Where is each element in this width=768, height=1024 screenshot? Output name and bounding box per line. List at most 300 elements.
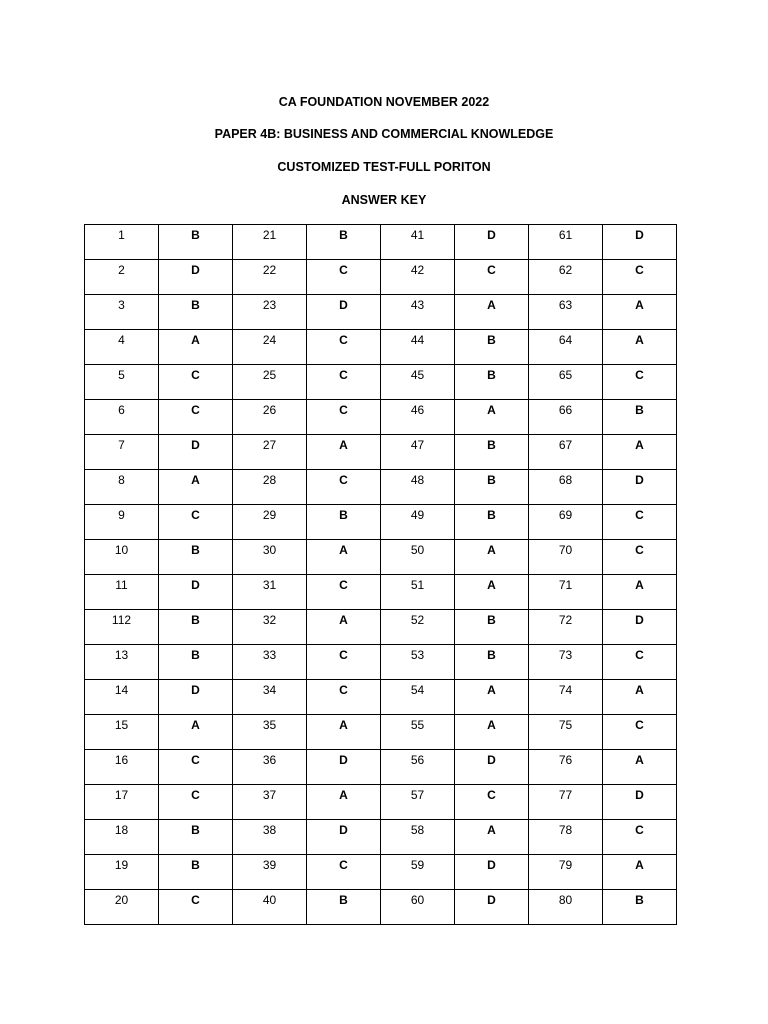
answer-letter: B — [487, 368, 496, 382]
question-number-cell — [85, 855, 159, 890]
answer-cell — [307, 575, 381, 610]
answer-cell — [159, 680, 233, 715]
paper-title: PAPER 4B: BUSINESS AND COMMERCIAL KNOWLEDGE — [214, 127, 554, 141]
answer-cell — [455, 435, 529, 470]
answer-letter: C — [339, 263, 348, 277]
answer-cell — [159, 820, 233, 855]
question-number: 53 — [410, 648, 425, 662]
answer-letter: B — [191, 648, 200, 662]
question-number: 71 — [558, 578, 573, 592]
answer-letter: C — [487, 788, 496, 802]
question-number: 2 — [118, 263, 125, 277]
question-number-cell — [85, 330, 159, 365]
answer-cell — [307, 330, 381, 365]
answer-letter: C — [191, 508, 200, 522]
answer-letter: A — [487, 403, 496, 417]
question-number-cell — [381, 855, 455, 890]
table-row — [85, 540, 677, 575]
question-number: 40 — [262, 893, 277, 907]
question-number-cell — [529, 785, 603, 820]
answer-cell — [455, 645, 529, 680]
question-number-cell — [529, 890, 603, 925]
answer-cell — [603, 610, 677, 645]
answer-letter: A — [487, 298, 496, 312]
answer-cell — [603, 680, 677, 715]
answer-letter: C — [191, 753, 200, 767]
answer-letter: D — [339, 753, 348, 767]
answer-cell — [307, 225, 381, 260]
question-number-cell — [381, 260, 455, 295]
question-number: 30 — [262, 543, 277, 557]
question-number-cell — [233, 890, 307, 925]
answer-letter: C — [191, 893, 200, 907]
answer-cell — [603, 820, 677, 855]
question-number-cell — [529, 330, 603, 365]
question-number: 6 — [118, 403, 125, 417]
answer-letter: A — [339, 788, 348, 802]
answer-letter: A — [487, 543, 496, 557]
table-row — [85, 365, 677, 400]
answer-letter: A — [635, 298, 644, 312]
question-number-cell — [85, 225, 159, 260]
answer-cell — [455, 680, 529, 715]
answer-letter: C — [635, 508, 644, 522]
question-number-cell — [381, 715, 455, 750]
question-number-cell — [529, 365, 603, 400]
question-number-cell — [233, 435, 307, 470]
answer-cell — [159, 645, 233, 680]
answer-letter: B — [487, 333, 496, 347]
answer-cell — [307, 365, 381, 400]
answer-letter: A — [635, 858, 644, 872]
question-number: 80 — [558, 893, 573, 907]
answer-cell — [455, 470, 529, 505]
question-number: 15 — [114, 718, 129, 732]
question-number-cell — [381, 785, 455, 820]
answer-letter: B — [487, 508, 496, 522]
question-number: 73 — [558, 648, 573, 662]
table-row — [85, 750, 677, 785]
answer-cell — [307, 855, 381, 890]
question-number-cell — [529, 820, 603, 855]
question-number: 46 — [410, 403, 425, 417]
answer-cell — [603, 365, 677, 400]
answer-letter: C — [339, 403, 348, 417]
question-number-cell — [85, 365, 159, 400]
answer-letter: A — [191, 333, 200, 347]
question-number: 1 — [118, 228, 125, 242]
answer-letter: A — [339, 718, 348, 732]
answer-letter: D — [339, 298, 348, 312]
question-number: 69 — [558, 508, 573, 522]
question-number-cell — [233, 855, 307, 890]
answer-letter: A — [339, 438, 348, 452]
question-number: 77 — [558, 788, 573, 802]
answer-letter: C — [191, 368, 200, 382]
answer-letter: C — [635, 263, 644, 277]
answer-cell — [307, 750, 381, 785]
question-number: 25 — [262, 368, 277, 382]
question-number: 41 — [410, 228, 425, 242]
answer-letter: D — [191, 263, 200, 277]
question-number: 44 — [410, 333, 425, 347]
question-number-cell — [233, 785, 307, 820]
answer-cell — [159, 260, 233, 295]
table-row — [85, 890, 677, 925]
question-number: 50 — [410, 543, 425, 557]
question-number-cell — [381, 470, 455, 505]
question-number-cell — [381, 610, 455, 645]
question-number: 17 — [114, 788, 129, 802]
question-number: 59 — [410, 858, 425, 872]
question-number: 22 — [262, 263, 277, 277]
answer-cell — [603, 400, 677, 435]
answer-cell — [603, 260, 677, 295]
question-number: 8 — [118, 473, 125, 487]
question-number-cell — [85, 505, 159, 540]
answer-key-body — [85, 225, 677, 925]
question-number-cell — [381, 330, 455, 365]
question-number-cell — [381, 505, 455, 540]
question-number: 4 — [118, 333, 125, 347]
question-number: 7 — [118, 438, 125, 452]
answer-cell — [159, 435, 233, 470]
question-number: 27 — [262, 438, 277, 452]
question-number: 28 — [262, 473, 277, 487]
question-number-cell — [529, 435, 603, 470]
answer-letter: D — [191, 683, 200, 697]
table-row — [85, 680, 677, 715]
answer-letter: B — [191, 543, 200, 557]
table-row — [85, 400, 677, 435]
question-number-cell — [233, 750, 307, 785]
answer-cell — [603, 470, 677, 505]
answer-cell — [455, 715, 529, 750]
answer-cell — [307, 680, 381, 715]
question-number: 10 — [114, 543, 129, 557]
question-number: 75 — [558, 718, 573, 732]
answer-cell — [455, 610, 529, 645]
question-number-cell — [381, 890, 455, 925]
answer-letter: D — [635, 788, 644, 802]
answer-letter: A — [635, 438, 644, 452]
test-title: CUSTOMIZED TEST-FULL PORITON — [277, 160, 491, 174]
question-number: 48 — [410, 473, 425, 487]
question-number-cell — [85, 680, 159, 715]
table-row — [85, 295, 677, 330]
table-row — [85, 435, 677, 470]
question-number-cell — [233, 400, 307, 435]
answer-letter: D — [191, 578, 200, 592]
answer-letter: C — [635, 543, 644, 557]
question-number-cell — [85, 785, 159, 820]
answer-letter: A — [487, 718, 496, 732]
answer-cell — [603, 645, 677, 680]
question-number-cell — [381, 680, 455, 715]
question-number-cell — [233, 540, 307, 575]
answer-letter: C — [339, 578, 348, 592]
question-number-cell — [381, 575, 455, 610]
answer-letter: A — [635, 683, 644, 697]
question-number: 74 — [558, 683, 573, 697]
answer-cell — [603, 330, 677, 365]
answer-cell — [159, 540, 233, 575]
answer-letter: A — [191, 473, 200, 487]
question-number: 20 — [114, 893, 129, 907]
question-number-cell — [529, 260, 603, 295]
question-number-cell — [529, 855, 603, 890]
answer-letter: B — [487, 648, 496, 662]
answer-letter: B — [487, 613, 496, 627]
question-number: 47 — [410, 438, 425, 452]
question-number: 51 — [410, 578, 425, 592]
answer-letter: A — [339, 543, 348, 557]
question-number: 26 — [262, 403, 277, 417]
question-number: 60 — [410, 893, 425, 907]
question-number-cell — [85, 400, 159, 435]
question-number-cell — [529, 295, 603, 330]
answer-letter: D — [191, 438, 200, 452]
answer-letter: B — [339, 893, 348, 907]
answer-letter: A — [635, 578, 644, 592]
question-number-cell — [85, 575, 159, 610]
question-number-cell — [381, 750, 455, 785]
question-number-cell — [233, 505, 307, 540]
question-number: 64 — [558, 333, 573, 347]
question-number: 24 — [262, 333, 277, 347]
table-row — [85, 575, 677, 610]
question-number-cell — [529, 715, 603, 750]
answer-letter: B — [191, 298, 200, 312]
question-number: 45 — [410, 368, 425, 382]
question-number-cell — [529, 610, 603, 645]
table-row — [85, 610, 677, 645]
answer-letter: C — [191, 788, 200, 802]
answer-letter: C — [191, 403, 200, 417]
answer-cell — [455, 750, 529, 785]
question-number-cell — [529, 575, 603, 610]
question-number: 36 — [262, 753, 277, 767]
answer-cell — [159, 330, 233, 365]
question-number-cell — [529, 400, 603, 435]
answer-cell — [307, 715, 381, 750]
question-number: 21 — [262, 228, 277, 242]
question-number-cell — [381, 400, 455, 435]
answer-cell — [159, 715, 233, 750]
question-number-cell — [85, 820, 159, 855]
question-number-cell — [381, 820, 455, 855]
question-number: 55 — [410, 718, 425, 732]
table-row — [85, 260, 677, 295]
question-number-cell — [529, 225, 603, 260]
answer-letter: D — [487, 858, 496, 872]
question-number: 52 — [410, 613, 425, 627]
question-number-cell — [381, 225, 455, 260]
question-number-cell — [233, 330, 307, 365]
answer-cell — [455, 400, 529, 435]
question-number: 56 — [410, 753, 425, 767]
answer-cell — [159, 750, 233, 785]
answer-letter: A — [487, 683, 496, 697]
answer-cell — [159, 610, 233, 645]
question-number: 38 — [262, 823, 277, 837]
answer-cell — [603, 715, 677, 750]
question-number-cell — [529, 645, 603, 680]
answer-letter: C — [635, 368, 644, 382]
table-row — [85, 470, 677, 505]
answer-cell — [159, 295, 233, 330]
question-number: 31 — [262, 578, 277, 592]
question-number-cell — [85, 260, 159, 295]
table-row — [85, 330, 677, 365]
answer-letter: C — [487, 263, 496, 277]
question-number-cell — [233, 715, 307, 750]
answer-cell — [159, 890, 233, 925]
answer-letter: D — [487, 228, 496, 242]
question-number: 62 — [558, 263, 573, 277]
question-number-cell — [233, 470, 307, 505]
answer-letter: C — [339, 473, 348, 487]
answer-letter: B — [191, 613, 200, 627]
question-number-cell — [381, 435, 455, 470]
table-row — [85, 505, 677, 540]
answer-letter: A — [635, 753, 644, 767]
answer-letter: C — [635, 823, 644, 837]
answer-cell — [159, 855, 233, 890]
table-row — [85, 820, 677, 855]
question-number-cell — [529, 505, 603, 540]
question-number: 54 — [410, 683, 425, 697]
answer-letter: A — [487, 823, 496, 837]
answer-cell — [603, 575, 677, 610]
question-number-cell — [233, 295, 307, 330]
answer-cell — [455, 505, 529, 540]
question-number-cell — [85, 890, 159, 925]
question-number-cell — [381, 540, 455, 575]
question-number: 33 — [262, 648, 277, 662]
question-number: 76 — [558, 753, 573, 767]
question-number: 32 — [262, 613, 277, 627]
question-number: 68 — [558, 473, 573, 487]
answer-cell — [159, 470, 233, 505]
question-number: 39 — [262, 858, 277, 872]
answer-cell — [159, 400, 233, 435]
answer-letter: B — [191, 858, 200, 872]
question-number: 78 — [558, 823, 573, 837]
answer-cell — [307, 890, 381, 925]
answer-letter: C — [339, 858, 348, 872]
question-number: 70 — [558, 543, 573, 557]
answer-cell — [307, 785, 381, 820]
answer-key-title: ANSWER KEY — [341, 193, 427, 207]
answer-letter: B — [339, 228, 348, 242]
answer-cell — [603, 435, 677, 470]
question-number-cell — [85, 295, 159, 330]
answer-letter: A — [635, 333, 644, 347]
answer-letter: A — [339, 613, 348, 627]
answer-key-table — [84, 224, 677, 925]
answer-cell — [455, 575, 529, 610]
question-number: 72 — [558, 613, 573, 627]
answer-letter: C — [339, 683, 348, 697]
answer-letter: D — [487, 893, 496, 907]
answer-cell — [159, 575, 233, 610]
question-number-cell — [85, 470, 159, 505]
question-number: 65 — [558, 368, 573, 382]
question-number-cell — [85, 435, 159, 470]
answer-cell — [307, 400, 381, 435]
question-number: 112 — [111, 613, 132, 627]
answer-cell — [455, 365, 529, 400]
question-number: 29 — [262, 508, 277, 522]
answer-cell — [307, 505, 381, 540]
answer-cell — [307, 260, 381, 295]
question-number: 63 — [558, 298, 573, 312]
answer-cell — [455, 540, 529, 575]
question-number-cell — [529, 540, 603, 575]
answer-cell — [307, 295, 381, 330]
answer-cell — [455, 225, 529, 260]
question-number: 79 — [558, 858, 573, 872]
answer-cell — [603, 225, 677, 260]
answer-cell — [603, 785, 677, 820]
question-number: 35 — [262, 718, 277, 732]
answer-letter: B — [191, 228, 200, 242]
answer-letter: B — [191, 823, 200, 837]
question-number-cell — [233, 680, 307, 715]
document-title: CA FOUNDATION NOVEMBER 2022 — [278, 95, 490, 109]
question-number-cell — [85, 610, 159, 645]
question-number-cell — [85, 750, 159, 785]
answer-letter: B — [635, 893, 644, 907]
question-number: 5 — [118, 368, 125, 382]
question-number: 58 — [410, 823, 425, 837]
question-number-cell — [233, 820, 307, 855]
answer-cell — [455, 295, 529, 330]
answer-cell — [455, 820, 529, 855]
answer-cell — [159, 785, 233, 820]
answer-letter: C — [635, 648, 644, 662]
answer-cell — [603, 295, 677, 330]
answer-letter: D — [635, 228, 644, 242]
answer-letter: A — [487, 578, 496, 592]
answer-letter: A — [191, 718, 200, 732]
question-number-cell — [529, 470, 603, 505]
question-number: 14 — [114, 683, 129, 697]
answer-letter: C — [635, 718, 644, 732]
question-number: 34 — [262, 683, 277, 697]
answer-cell — [455, 890, 529, 925]
answer-letter: B — [339, 508, 348, 522]
question-number-cell — [381, 645, 455, 680]
table-row — [85, 645, 677, 680]
question-number: 49 — [410, 508, 425, 522]
question-number: 13 — [114, 648, 129, 662]
table-row — [85, 225, 677, 260]
question-number-cell — [233, 225, 307, 260]
question-number: 57 — [410, 788, 425, 802]
question-number: 19 — [114, 858, 129, 872]
answer-cell — [455, 260, 529, 295]
answer-letter: C — [339, 648, 348, 662]
answer-letter: B — [487, 438, 496, 452]
question-number-cell — [381, 365, 455, 400]
answer-cell — [307, 645, 381, 680]
answer-letter: D — [487, 753, 496, 767]
table-row — [85, 855, 677, 890]
answer-cell — [603, 890, 677, 925]
question-number-cell — [85, 715, 159, 750]
